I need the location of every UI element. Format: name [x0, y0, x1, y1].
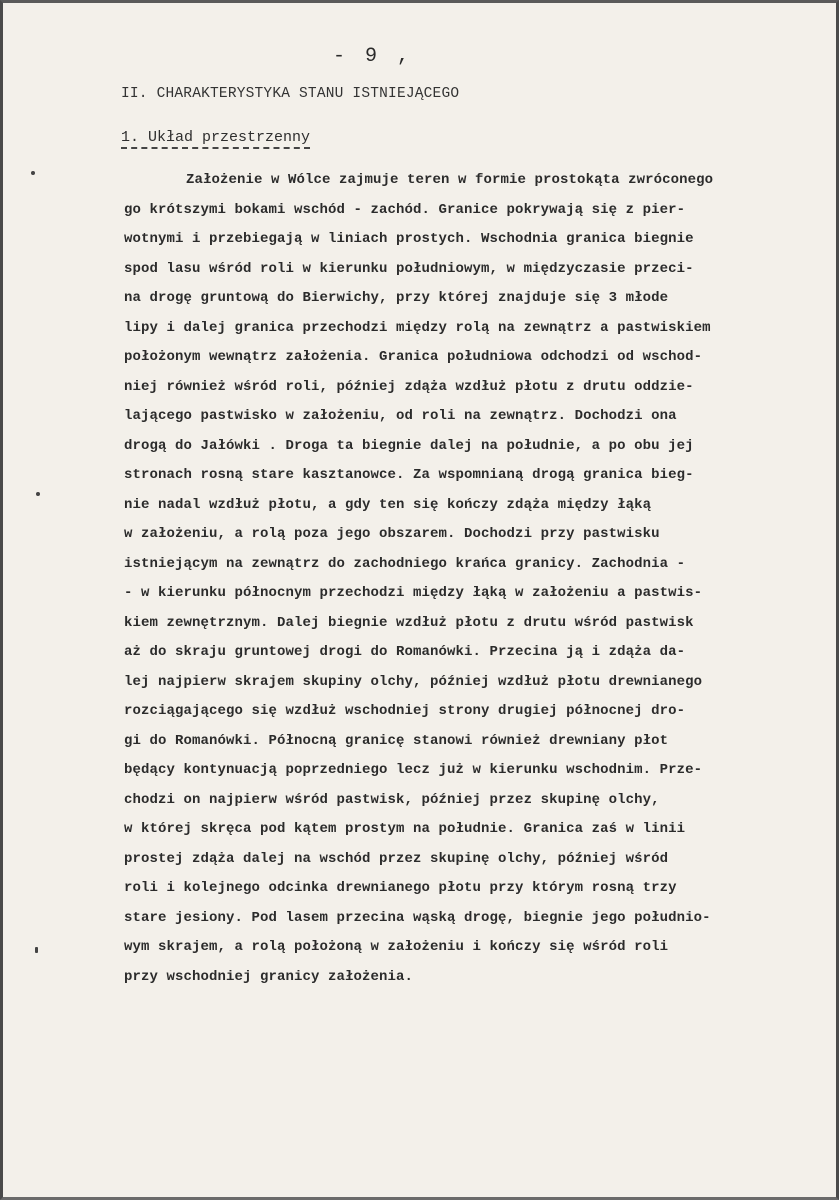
margin-dot — [36, 492, 40, 496]
text-line: niej również wśród roli, później zdąża wzdłuż płotu z drutu oddzie- — [124, 378, 694, 395]
body-text — [124, 166, 836, 992]
section-title: 1. Układ przestrzenny — [121, 129, 310, 149]
text-line: stare jesiony. Pod lasem przecina wąską drogę, biegnie jego południo- — [124, 909, 711, 926]
text-line: lipy i dalej granica przechodzi między rolą na zewnątrz a pastwiskiem — [124, 319, 711, 336]
text-line: nie nadal wzdłuż płotu, a gdy ten się kończy zdąża między łąką — [124, 496, 652, 513]
text-line: lej najpierw skrajem skupiny olchy, później wzdłuż płotu drewnianego — [124, 673, 703, 690]
text-line: w założeniu, a rolą poza jego obszarem. Dochodzi przy pastwisku — [124, 526, 660, 542]
text-line: - w kierunku północnym przechodzi między łąką w założeniu a pastwis- — [124, 585, 703, 601]
text-line: go krótszymi bokami wschód - zachód. Granice pokrywają się z pier- — [124, 201, 686, 218]
text-line: istniejącym na zewnątrz do zachodniego krańca granicy. Zachodnia - — [124, 555, 686, 572]
text-line: aż do skraju gruntowej drogi do Romanówki. Przecina ją i zdąża da- — [124, 644, 686, 660]
text-line: będący kontynuacją poprzedniego lecz już w kierunku wschodnim. Prze- — [124, 762, 703, 778]
text-line: rozciągającego się wzdłuż wschodniej strony drugiej północnej dro- — [124, 703, 686, 719]
text-line: stronach rosną stare kasztanowce. Za wspomnianą drogą granica bieg- — [124, 467, 694, 483]
page-number: - 9 , — [333, 45, 414, 68]
text-line: chodzi on najpierw wśród pastwisk, później przez skupinę olchy, — [124, 791, 660, 808]
text-line: położonym wewnątrz założenia. Granica południowa odchodzi od wschod- — [124, 349, 703, 365]
margin-dot — [31, 171, 35, 175]
text-line: w której skręca pod kątem prostym na południe. Granica zaś w linii — [124, 821, 686, 837]
text-line: kiem zewnętrznym. Dalej biegnie wzdłuż płotu z drutu wśród pastwisk — [124, 614, 694, 631]
text-line: drogą do Jałówki . Droga ta biegnie dalej na południe, a po obu jej — [124, 437, 694, 454]
text-line: Założenie w Wólce zajmuje teren w formie prostokąta zwróconego — [186, 172, 714, 188]
text-line: wotnymi i przebiegają w liniach prostych. Wschodnia granica biegnie — [124, 231, 694, 247]
text-line: przy wschodniej granicy założenia. — [124, 968, 414, 985]
text-line: gi do Romanówki. Północną granicę stanowi również drewniany płot — [124, 732, 669, 749]
text-line: wym skrajem, a rolą położoną w założeniu i kończy się wśród roli — [124, 939, 669, 955]
text-line: spod lasu wśród roli w kierunku południowym, w międzyczasie przeci- — [124, 260, 694, 277]
text-line: lającego pastwisko w założeniu, od roli na zewnątrz. Dochodzi ona — [124, 408, 677, 424]
text-line: prostej zdąża dalej na wschód przez skupinę olchy, później wśród — [124, 850, 669, 867]
text-line: na drogę gruntową do Bierwichy, przy której znajduje się 3 młode — [124, 290, 669, 306]
margin-tick — [35, 947, 38, 953]
chapter-title: II. CHARAKTERYSTYKA STANU ISTNIEJĄCEGO — [121, 86, 460, 102]
text-line: roli i kolejnego odcinka drewnianego płotu przy którym rosną trzy — [124, 880, 677, 896]
